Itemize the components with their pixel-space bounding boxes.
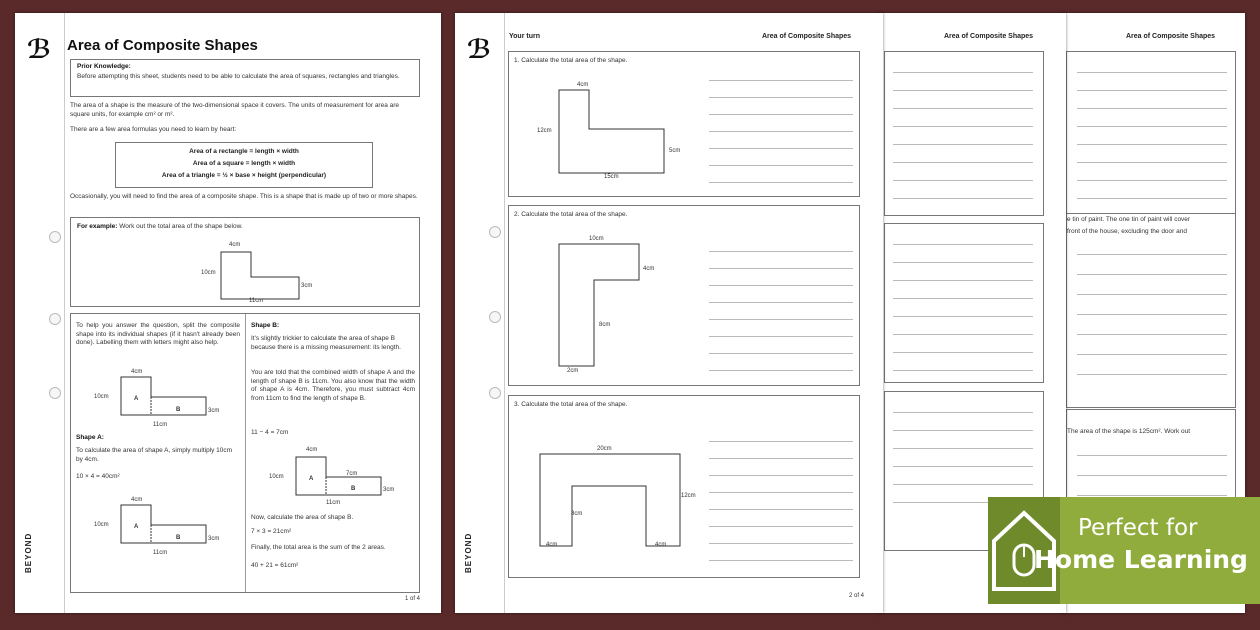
home-learning-badge: [988, 497, 1260, 604]
page-number: 2 of 4: [849, 593, 865, 599]
dim-label: 8cm: [599, 322, 611, 328]
dim-label: 4cm: [229, 242, 241, 248]
left-col-text: To help you answer the question, split the composite shape into its individual shapes (if it hasn't already been done). Labelling them with letters might also help.: [76, 322, 240, 346]
shape-b-calc-2: 7 × 3 = 21cm²: [251, 528, 292, 535]
shape-label: A: [134, 396, 139, 402]
dim-label: 3cm: [208, 536, 220, 542]
dim-label: 11cm: [153, 422, 168, 428]
dim-label: 15cm: [604, 174, 619, 180]
final-calc: 40 + 21 = 61cm²: [251, 562, 299, 569]
split-shape-3: [286, 449, 396, 504]
answer-box: [884, 51, 1044, 216]
page-title: Area of Composite Shapes: [67, 37, 258, 54]
shape-label: A: [134, 524, 139, 530]
shape-label: B: [351, 486, 356, 492]
shape-b-calc-1: 11 − 4 = 7cm: [251, 429, 289, 436]
formula-rectangle: Area of a rectangle = length × width: [189, 148, 299, 155]
shape-b-text-3: Now, calculate the area of shape B.: [251, 514, 354, 521]
dim-label: 20cm: [597, 446, 612, 452]
dim-label: 10cm: [201, 270, 216, 276]
badge-line-1: Perfect for: [1078, 515, 1198, 541]
dim-label: 4cm: [655, 542, 667, 548]
dim-label: 3cm: [208, 408, 220, 414]
shape-a-text: To calculate the area of shape A, simply multiply 10cm by 4cm.: [76, 447, 233, 463]
shape-b-heading: Shape B:: [251, 322, 280, 329]
prior-heading: Prior Knowledge:: [77, 63, 131, 70]
punch-hole: [489, 387, 501, 399]
dim-label: 4cm: [131, 369, 143, 375]
shape-a-heading: Shape A:: [76, 434, 104, 441]
badge-line-2: Home Learning: [1034, 545, 1248, 574]
worksheet-page-1: [15, 13, 441, 613]
shape-label: A: [309, 476, 314, 482]
page-header: Area of Composite Shapes: [762, 33, 852, 40]
dim-label: 4cm: [131, 497, 143, 503]
shape-label: B: [176, 535, 181, 541]
page-number: 1 of 4: [405, 596, 421, 602]
answer-box: [1066, 213, 1236, 408]
split-shape-1: [111, 372, 221, 422]
example-box: [70, 217, 420, 307]
dim-label: 10cm: [94, 394, 109, 400]
shape-a-calc: 10 × 4 = 40cm²: [76, 473, 120, 480]
formula-triangle: Area of a triangle = ½ × base × height (perpendicular): [161, 172, 327, 179]
formula-box: [115, 142, 373, 188]
beyond-logo-icon: ℬ: [27, 35, 52, 65]
example-heading: For example:: [77, 223, 118, 230]
punch-hole: [49, 313, 61, 325]
example-l-shape: [201, 242, 311, 304]
dim-label: 10cm: [589, 236, 604, 242]
dim-label: 12cm: [681, 493, 696, 499]
question-1-shape: [539, 82, 699, 182]
question-2-box: [508, 205, 860, 386]
shape-label: B: [176, 407, 181, 413]
question-2-shape: [549, 236, 659, 376]
dim-label: 10cm: [269, 474, 284, 480]
prior-text: Before attempting this sheet, students need to be able to calculate the area of squares, rectangles and triangles.: [77, 73, 400, 80]
worked-solution-box: [70, 313, 420, 593]
dim-label: 4cm: [546, 542, 558, 548]
question-2-text: 2. Calculate the total area of the shape.: [514, 211, 628, 218]
dim-label: 7cm: [346, 471, 358, 477]
answer-box: [1066, 51, 1236, 216]
dim-label: 10cm: [94, 522, 109, 528]
split-shape-2: [111, 500, 221, 550]
question-3-text: 3. Calculate the total area of the shape.: [514, 401, 628, 408]
dim-label: 3cm: [301, 283, 313, 289]
prior-knowledge-box: [70, 59, 420, 97]
dim-label: 4cm: [306, 447, 318, 453]
question-3-shape: [534, 446, 694, 556]
question-3-box: [508, 395, 860, 578]
dim-label: 2cm: [567, 368, 579, 374]
dim-label: 3cm: [383, 487, 395, 493]
question-fragment: The area of the shape is 125cm². Work out: [1067, 428, 1191, 435]
punch-hole: [49, 231, 61, 243]
final-text: Finally, the total area is the sum of the 2 areas.: [251, 544, 386, 551]
brand-vertical: BEYOND: [464, 532, 473, 573]
dim-label: 11cm: [326, 500, 341, 506]
question-fragment: front of the house, excluding the door and: [1067, 228, 1187, 235]
dim-label: 4cm: [643, 266, 655, 272]
shape-b-text-2: You are told that the combined width of shape A and the length of shape B is 11cm. You also know that the width of shape A is 4cm. Therefore, you must subtract 4cm from 11cm to find the length of shape B.: [251, 369, 415, 402]
intro-paragraph: The area of a shape is the measure of the two-dimensional space it covers. The units of measurement for area are square units, for example cm² or m².: [70, 102, 400, 118]
page-binding-strip: [455, 13, 505, 613]
question-1-text: 1. Calculate the total area of the shape.: [514, 57, 628, 64]
shape-b-text-1: It's slightly trickier to calculate the area of shape B because there is a missing measurement: its length.: [251, 335, 401, 351]
page-header: Area of Composite Shapes: [944, 33, 1034, 40]
intro-formulas-lead: There are a few area formulas you need to learn by heart:: [70, 126, 237, 133]
question-fragment: e tin of paint. The one tin of paint will cover: [1067, 216, 1191, 223]
punch-hole: [489, 226, 501, 238]
your-turn-heading: Your turn: [509, 33, 540, 40]
dim-label: 8cm: [571, 511, 583, 517]
dim-label: 11cm: [249, 298, 264, 304]
punch-hole: [49, 387, 61, 399]
brand-vertical: BEYOND: [24, 532, 33, 573]
question-1-box: [508, 51, 860, 197]
page-binding-strip: [15, 13, 65, 613]
page-header: Area of Composite Shapes: [1126, 33, 1216, 40]
dim-label: 12cm: [537, 128, 552, 134]
worksheet-page-2: [455, 13, 883, 613]
composite-paragraph: Occasionally, you will need to find the area of a composite shape. This is a shape that is made up of two or more shapes.: [70, 193, 418, 200]
formula-square: Area of a square = length × width: [192, 160, 296, 167]
answer-box: [884, 223, 1044, 383]
dim-label: 4cm: [577, 82, 589, 88]
punch-hole: [489, 311, 501, 323]
beyond-logo-icon: ℬ: [467, 35, 492, 65]
dim-label: 5cm: [669, 148, 681, 154]
example-text: Work out the total area of the shape below.: [119, 223, 243, 230]
dim-label: 11cm: [153, 550, 168, 556]
